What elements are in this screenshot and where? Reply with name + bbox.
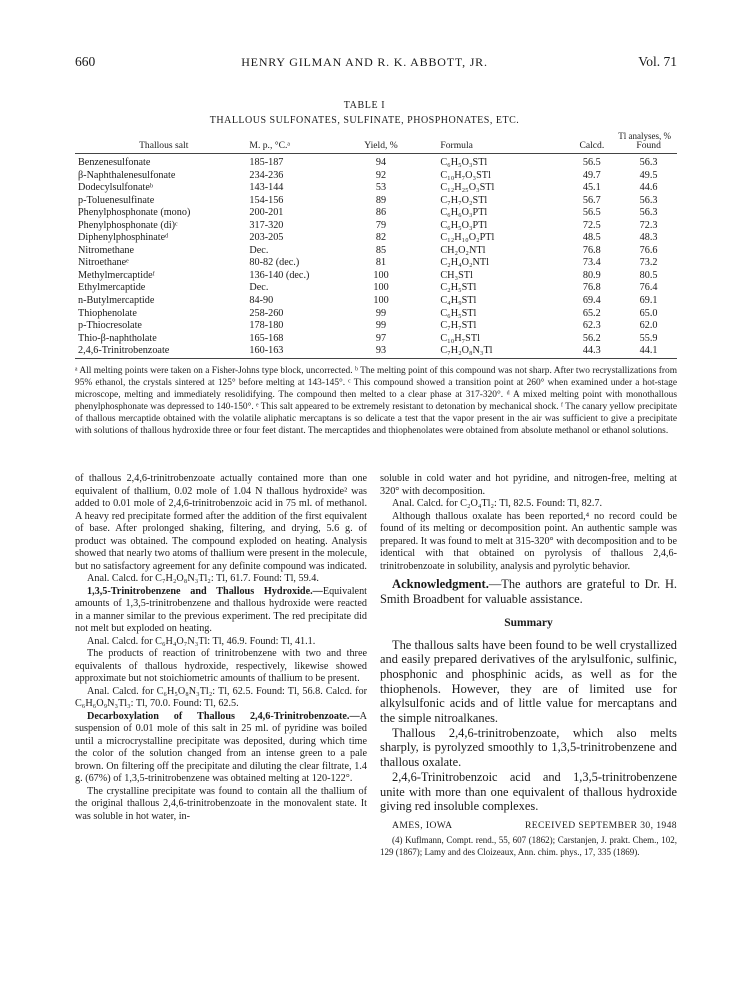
cell-found: 44.6 bbox=[639, 182, 658, 194]
cell-yield: 92 bbox=[375, 169, 387, 181]
cell-yield: 85 bbox=[375, 244, 387, 256]
col-header-salt: Thallous salt bbox=[75, 131, 249, 154]
cell-calcd: 56.7 bbox=[582, 194, 601, 206]
table-row bbox=[75, 333, 677, 346]
table-row bbox=[75, 220, 677, 233]
cell-calcd: 56.5 bbox=[582, 207, 601, 219]
cell-salt: Diphenylphosphinateᵈ bbox=[78, 232, 169, 244]
data-table bbox=[75, 131, 677, 359]
cell-salt: p-Toluenesulfinate bbox=[78, 194, 155, 206]
cell-salt: Dodecylsulfonateᵇ bbox=[78, 182, 154, 194]
cell-yield: 100 bbox=[373, 295, 389, 307]
cell-yield: 81 bbox=[375, 257, 387, 269]
cell-yield: 97 bbox=[375, 332, 387, 344]
cell-mp: 143-144 bbox=[249, 182, 284, 194]
cell-salt: Nitromethane bbox=[78, 244, 135, 256]
cell-mp: 160-163 bbox=[249, 345, 349, 358]
col-header-formula: Formula bbox=[412, 131, 563, 154]
cell-calcd: 48.5 bbox=[582, 232, 601, 244]
col-header-analyses-group bbox=[563, 131, 677, 154]
cell-mp: 80-82 (dec.) bbox=[249, 257, 300, 269]
body-paragraph: Equivalent amounts of 1,3,5-trinitrobenzene and thallous hydroxide were reacted in a manner similar to the previous experiment. The red precipitate did not melt but exploded on heating. bbox=[75, 585, 367, 634]
cell-found: 48.3 bbox=[639, 232, 658, 244]
table-row bbox=[75, 195, 677, 208]
cell-yield: 94 bbox=[375, 157, 387, 168]
cell-mp: 234-236 bbox=[249, 169, 284, 181]
summary-paragraph: The thallous salts have been found to be well crystallized and easily prepared derivatives of the arylsulfonic, sulfinic, phosphonic and phosphinic acids, as well as for the thiophenols. However, they are of limited use for alkylsulfonic acids and of little value for mercaptans and the simple nitroalkanes. bbox=[380, 637, 677, 726]
table-row bbox=[75, 182, 677, 195]
col-header-found: Found bbox=[636, 140, 661, 151]
cell-formula: CH₂O₂NTl bbox=[440, 244, 486, 256]
cell-yield: 99 bbox=[375, 320, 387, 332]
body-paragraph: The products of reaction of trinitrobenzene with two and three equivalents of thallous hydroxide, respectively, likewise showed approximate but not stoichiometric amounts of thallium to be present. bbox=[75, 648, 367, 684]
cell-formula: C₆H₅O₃STl bbox=[440, 157, 488, 168]
section-heading: Decarboxylation of Thallous 2,4,6-Trinitrobenzoate.— bbox=[87, 710, 360, 722]
cell-found: 76.6 bbox=[639, 244, 658, 256]
table-row bbox=[75, 295, 677, 308]
cell-calcd: 80.9 bbox=[582, 269, 601, 281]
cell-mp: 185-187 bbox=[249, 157, 284, 168]
acknowledgment-text: —The authors are grateful to Dr. H. Smith Broadbent for valuable assistance. bbox=[380, 577, 677, 606]
cell-found: 69.1 bbox=[639, 295, 658, 307]
cell-mp: 84-90 bbox=[249, 295, 274, 307]
cell-formula: C₄H₉STl bbox=[440, 295, 477, 307]
cell-calcd: 56.5 bbox=[582, 157, 601, 168]
cell-found: 65.0 bbox=[639, 307, 658, 319]
cell-formula: C₆H₅O₃PTl bbox=[440, 219, 488, 231]
table-row bbox=[75, 232, 677, 245]
cell-salt: β-Naphthalenesulfonate bbox=[78, 169, 176, 181]
cell-formula: C₇H₇STl bbox=[440, 320, 477, 332]
cell-mp: 203-205 bbox=[249, 232, 284, 244]
summary-paragraph: Thallous 2,4,6-trinitrobenzoate, which also melts sharply, is pyrolyzed smoothly to 1,3,5-trinitrobenzene and thallous oxalate. bbox=[380, 725, 677, 770]
table-row bbox=[75, 245, 677, 258]
cell-formula: C₂H₄O₂NTl bbox=[440, 257, 489, 269]
table-row bbox=[75, 345, 677, 358]
cell-mp: 165-168 bbox=[249, 332, 284, 344]
cell-calcd: 62.3 bbox=[582, 320, 601, 332]
cell-mp: 178-180 bbox=[249, 320, 284, 332]
cell-found: 76.4 bbox=[639, 282, 658, 294]
cell-calcd: 76.8 bbox=[582, 244, 601, 256]
cell-mp: 154-156 bbox=[249, 194, 284, 206]
cell-yield: 82 bbox=[375, 232, 387, 244]
cell-formula: C₁₀H₇STl bbox=[440, 332, 480, 344]
cell-calcd: 69.4 bbox=[582, 295, 601, 307]
cell-salt: Phenylphosphonate (mono) bbox=[78, 207, 191, 219]
cell-formula: CH₃STl bbox=[440, 269, 473, 281]
cell-mp: 317-320 bbox=[249, 219, 284, 231]
cell-yield: 93 bbox=[350, 345, 413, 358]
cell-found: 62.0 bbox=[639, 320, 658, 332]
cell-mp: 136-140 (dec.) bbox=[249, 269, 310, 281]
body-paragraph: A suspension of 0.01 mole of this salt in 25 ml. of pyridine was boiled until a microcrystalline precipitate was deposited, during which time the color of the solution changed from an intense green to a pale brown. On filtering off the precipitate and diluting the clear filtrate, 1.4 g. (67%) of 1,3,5-trinitrobenzene was obtained melting at 120-122°. bbox=[75, 710, 367, 784]
cell-yield: 100 bbox=[373, 269, 389, 281]
cell-found: 56.3 bbox=[639, 194, 658, 206]
cell-calcd: 45.1 bbox=[582, 182, 601, 194]
volume-label: Vol. 71 bbox=[638, 54, 677, 69]
section-heading: 1,3,5-Trinitrobenzene and Thallous Hydroxide.— bbox=[87, 585, 323, 597]
cell-mp: 258-260 bbox=[249, 307, 284, 319]
acknowledgment-heading: Acknowledgment. bbox=[392, 577, 489, 591]
cell-salt: Nitroethaneᵉ bbox=[78, 257, 129, 269]
cell-found: 56.3 bbox=[639, 157, 658, 168]
cell-calcd: 56.2 bbox=[582, 332, 601, 344]
cell-salt: Thio-β-naphtholate bbox=[78, 332, 157, 344]
cell-yield: 86 bbox=[375, 207, 387, 219]
page-number: 660 bbox=[75, 54, 96, 69]
cell-calcd: 65.2 bbox=[582, 307, 601, 319]
col-header-mp: M. p., °C.ᵃ bbox=[249, 131, 349, 154]
signature-line bbox=[380, 820, 677, 833]
table-row bbox=[75, 170, 677, 183]
summary-paragraph: 2,4,6-Trinitrobenzoic acid and 1,3,5-trinitrobenzene unite with more than one equivalent of thallous hydroxide giving red insoluble complexes. bbox=[380, 769, 677, 814]
cell-formula: C₆H₅STl bbox=[440, 307, 477, 319]
cell-mp: Dec. bbox=[249, 282, 269, 294]
table-footnotes: ᵃ All melting points were taken on a Fisher-Johns type block, uncorrected. ᵇ The melting point of this compound was not sharp. After two recrystallizations from 95% ethanol, the crystals sintered at 125° before melting at 143-145°. ᶜ This compound showed a transition point at 260° when examined under a hot-stage microscope, melting and immediately resolidifying. The compound then melted to a clear phase at 317-320°. ᵈ A mixed melting point with monothallous phenylphosphonate was depressed to 140-150°. ᵉ This salt appeared to be extremely resistant to detonation by mechanical shock. ᶠ The canary yellow precipitate of thallous mercaptide obtained with the volatile aliphatic mercaptans is so delicate a test that the vapor present in the air was sufficient to give a precipitate with solutions of thallous hydroxide three or four feet distant. The mercaptides and thiophenolates were obtained from absolute methanol or ethanol solutions. bbox=[75, 366, 677, 436]
running-title: HENRY GILMAN AND R. K. ABBOTT, JR. bbox=[241, 55, 488, 69]
cell-calcd: 44.3 bbox=[563, 345, 620, 358]
cell-formula: C₁₀H₇O₃STl bbox=[440, 169, 491, 181]
cell-salt: Thiophenolate bbox=[78, 307, 137, 319]
cell-found: 49.5 bbox=[639, 169, 658, 181]
cell-yield: 53 bbox=[375, 182, 387, 194]
cell-mp: Dec. bbox=[249, 244, 269, 256]
cell-formula: C₁₂H₁₀O₂PTl bbox=[440, 232, 495, 244]
col-header-calcd: Calcd. bbox=[579, 140, 605, 151]
table-row bbox=[75, 308, 677, 321]
analysis-line: Anal. Calcd. for C₇H₂O₈N₃Tl₂: Tl, 61.7. Found: Tl, 59.4. bbox=[87, 573, 319, 584]
analysis-line: Anal. Calcd. for C₂O₄Tl₂: Tl, 82.5. Found: Tl, 82.7. bbox=[392, 498, 603, 509]
cell-found: 56.3 bbox=[639, 207, 658, 219]
body-paragraph: of thallous 2,4,6-trinitrobenzoate actually contained more than one equivalent of thallium, 0.02 mole of 1.04 N thallous hydroxide² was added to 0.01 mole of 2,4,6-trinitrobenzoic acid in 75 ml. of methanol. A heavy red precipitate formed after the addition of the first equivalent of base. After prolonged shaking, filtering, and drying, 5.6 g. of product was obtained. The compound exploded on heating. Analysis showed that nearly two atoms of thallium were present in the molecule, but no satisfactory agreement for any definite compound was indicated. bbox=[75, 473, 367, 572]
cell-formula: C₁₂H₂₅O₃STl bbox=[440, 182, 495, 194]
cell-calcd: 76.8 bbox=[582, 282, 601, 294]
cell-calcd: 72.5 bbox=[582, 219, 601, 231]
cell-salt: p-Thiocresolate bbox=[78, 320, 142, 332]
cell-yield: 100 bbox=[373, 282, 389, 294]
left-column bbox=[75, 473, 367, 823]
col-header-yield: Yield, % bbox=[350, 131, 413, 154]
right-column bbox=[380, 473, 677, 858]
cell-found: 55.9 bbox=[639, 332, 658, 344]
cell-salt: Phenylphosphonate (di)ᶜ bbox=[78, 219, 178, 231]
table-title: THALLOUS SULFONATES, SULFINATE, PHOSPHONATES, ETC. bbox=[209, 115, 520, 126]
cell-salt: Ethylmercaptide bbox=[78, 282, 146, 294]
analysis-line: Anal. Calcd. for C₆H₄O₇N₃Tl: Tl, 46.9. Found: Tl, 41.1. bbox=[87, 635, 316, 647]
reference-footnote: (4) Kuflmann, Compt. rend., 55, 607 (1862); Carstanjen, J. prakt. Chem., 102, 129 (1867); Lamy and des Cloizeaux, Ann. chim. phys., 17, 335 (1869). bbox=[380, 835, 677, 857]
cell-salt: Benzenesulfonate bbox=[78, 157, 151, 168]
cell-calcd: 73.4 bbox=[582, 257, 601, 269]
table-caption: TABLE I bbox=[343, 100, 386, 111]
cell-found: 80.5 bbox=[639, 269, 658, 281]
cell-salt: n-Butylmercaptide bbox=[78, 295, 155, 307]
cell-formula: C₂H₅STl bbox=[440, 282, 477, 294]
cell-formula: C₇H₇O₂STl bbox=[440, 194, 488, 206]
cell-yield: 79 bbox=[375, 219, 387, 231]
table-row bbox=[75, 320, 677, 333]
cell-formula: C₆H₆O₃PTl bbox=[440, 207, 488, 219]
cell-formula: C₇H₂O₈N₃Tl bbox=[412, 345, 563, 358]
body-paragraph: soluble in cold water and hot pyridine, and nitrogen-free, melting at 320° with decomposition. bbox=[380, 473, 677, 497]
body-paragraph: Although thallous oxalate has been reported,⁴ no record could be found of its melting or decomposition point. An authentic sample was prepared. It was found to melt at 315-320° with decomposition and to be identical with that obtained on pyrolysis of thallous 2,4,6-trinitrobenzoate in solubility, analysis and pyrolytic behavior. bbox=[380, 510, 677, 572]
cell-found: 44.1 bbox=[620, 345, 677, 358]
cell-calcd: 49.7 bbox=[582, 169, 601, 181]
cell-yield: 99 bbox=[375, 307, 387, 319]
table-row bbox=[75, 257, 677, 270]
table-row bbox=[75, 270, 677, 283]
table-header-row bbox=[75, 131, 677, 154]
analysis-line: Anal. Calcd. for C₆H₅O₈N₃Tl₂: Tl, 62.5. Found: Tl, 56.8. Calcd. for C₆H₆O₉N₃Tl₃: Tl, 70.0. Found: Tl, 62.5. bbox=[75, 685, 367, 709]
table-row bbox=[75, 282, 677, 295]
col-header-analyses: Tl analyses, % bbox=[618, 131, 671, 141]
body-paragraph: The crystalline precipitate was found to contain all the thallium of the original thallous 2,4,6-trinitrobenzoate in the monovalent state. It was soluble in hot water, in- bbox=[75, 785, 367, 822]
cell-yield: 89 bbox=[375, 194, 387, 206]
cell-found: 72.3 bbox=[639, 219, 658, 231]
summary-heading: Summary bbox=[504, 617, 553, 629]
cell-salt: Methylmercaptideᶠ bbox=[78, 269, 155, 281]
table-row bbox=[75, 154, 677, 170]
cell-found: 73.2 bbox=[639, 257, 658, 269]
place-label: AMES, IOWA bbox=[392, 819, 453, 831]
table-body bbox=[75, 154, 677, 359]
cell-salt: 2,4,6-Trinitrobenzoate bbox=[75, 345, 249, 358]
table-row bbox=[75, 207, 677, 220]
received-date: RECEIVED SEPTEMBER 30, 1948 bbox=[524, 819, 677, 831]
cell-mp: 200-201 bbox=[249, 207, 284, 219]
